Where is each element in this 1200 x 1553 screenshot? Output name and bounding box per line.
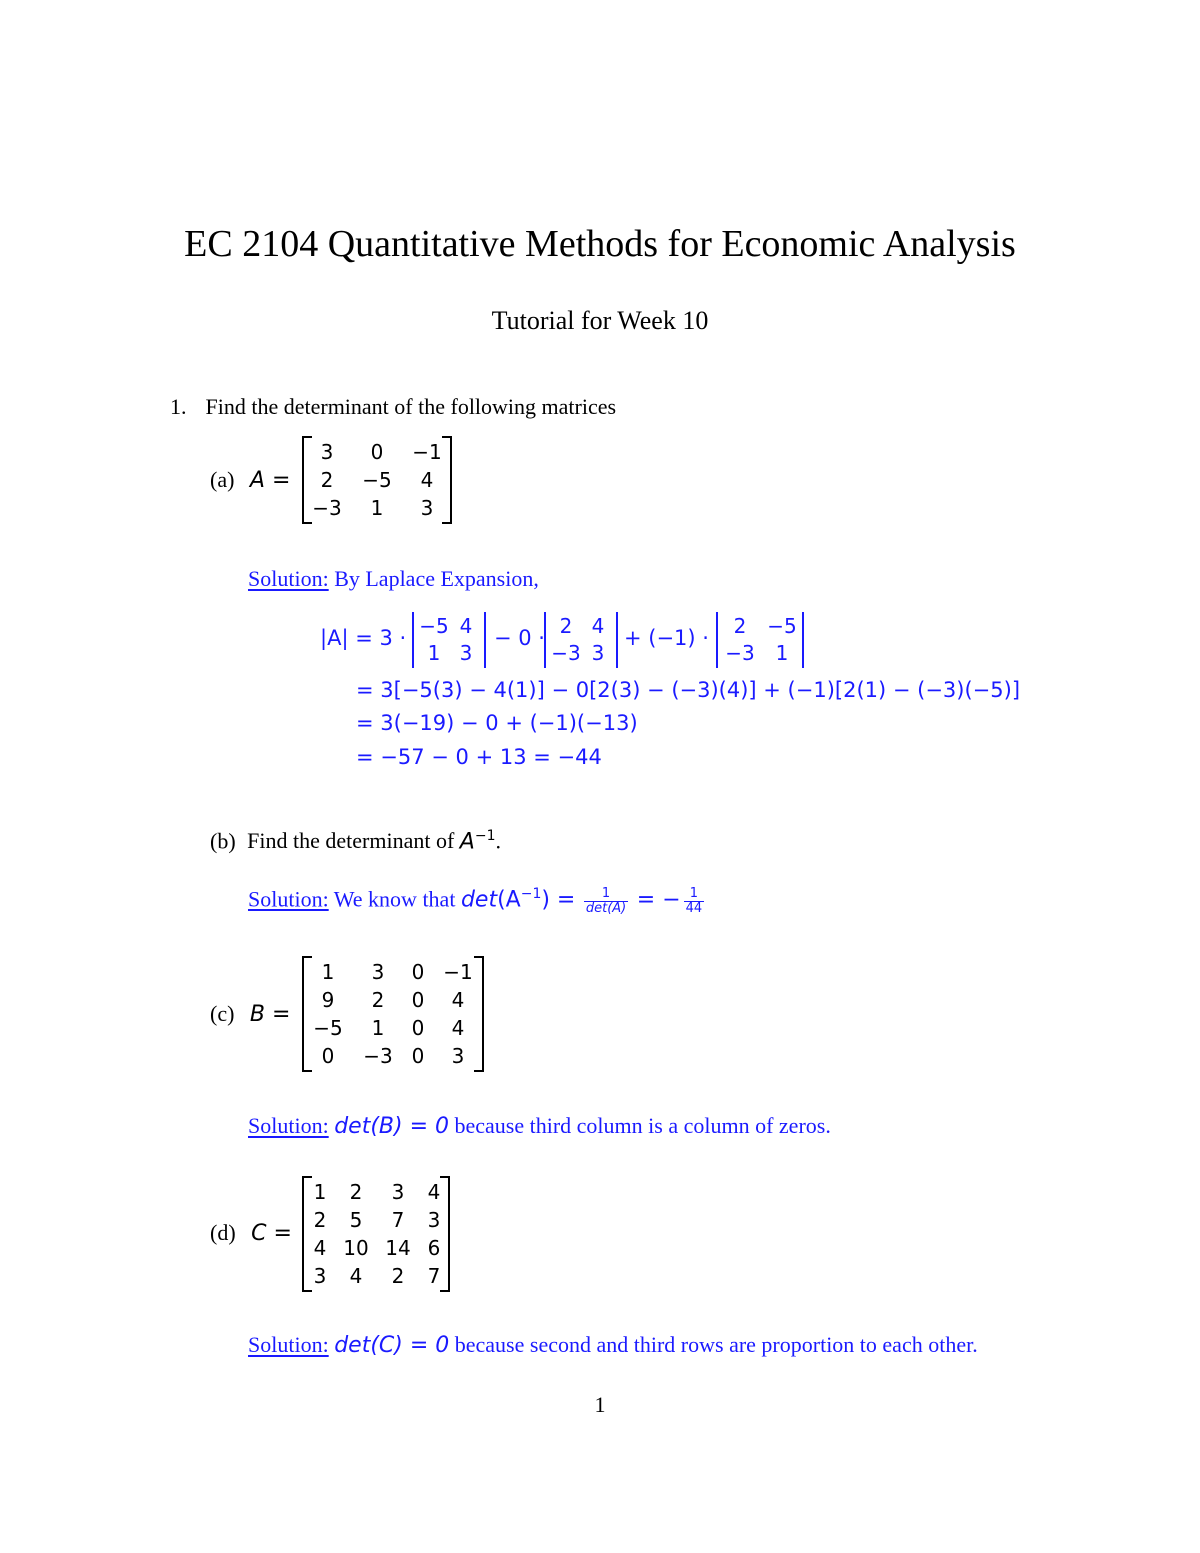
matrix-c-cell: 2 bbox=[313, 1208, 327, 1232]
matrix-c-cell: 2 bbox=[391, 1264, 405, 1288]
matrix-a-cell: 2 bbox=[320, 468, 334, 492]
matrix-c-cell: 2 bbox=[349, 1180, 363, 1204]
part-d-lhs: C = bbox=[251, 1221, 292, 1246]
minor-1: −5 4 1 3 bbox=[412, 612, 486, 670]
solution-heading: Solution: bbox=[248, 1113, 329, 1138]
expansion-lhs: |A| = 3 · bbox=[320, 626, 407, 650]
part-c-lhs: B = bbox=[249, 1002, 291, 1027]
part-b-solution: Solution: We know that $\det(A^{-1})$ = $\frac{1}{\det(A)}$ = − $\frac{1}{44}$ bbox=[248, 885, 703, 916]
part-d-solution: Solution: det(C) = 0 because second and third rows are proportion to each other. bbox=[248, 1332, 978, 1358]
minor-2: 2 4 −3 3 bbox=[544, 612, 618, 670]
matrix-a-cell: 3 bbox=[320, 440, 334, 464]
expansion-step-1: = 3[−5(3) − 4(1)] − 0[2(3) − (−3)(4)] + (−1)[2(1) − (−3)(−5)] bbox=[356, 678, 1021, 702]
matrix-c-cell: 4 bbox=[427, 1180, 441, 1204]
part-a-label: (a) A = bbox=[210, 467, 291, 493]
matrix-a-cell: −5 bbox=[362, 468, 392, 492]
part-d-label: (d) C = bbox=[210, 1220, 292, 1246]
page-number: 1 bbox=[594, 1392, 606, 1417]
matrix-b-cell: 3 bbox=[371, 960, 385, 984]
matrix-b-cell: 9 bbox=[321, 988, 335, 1012]
matrix-c-cell: 3 bbox=[313, 1264, 327, 1288]
part-b: (b) Find the determinant of $A^{-1}$. bbox=[210, 828, 501, 855]
document-subtitle: Tutorial for Week 10 bbox=[491, 306, 709, 335]
part-c-label: (c) B = bbox=[210, 1001, 291, 1027]
matrix-c-cell: 4 bbox=[313, 1236, 327, 1260]
question-1 bbox=[170, 394, 616, 420]
matrix-b-cell: 2 bbox=[371, 988, 385, 1012]
part-b-text: Find the determinant of bbox=[247, 828, 460, 854]
matrix-b-cell: 0 bbox=[411, 960, 425, 984]
part-a-lhs: A = bbox=[249, 468, 291, 493]
matrix-a-cell: −1 bbox=[412, 440, 442, 464]
matrix-c-cell: 5 bbox=[349, 1208, 363, 1232]
matrix-b-cell: 0 bbox=[411, 1044, 425, 1068]
matrix-c-cell: 10 bbox=[343, 1236, 369, 1260]
matrix-b-cell: 4 bbox=[451, 1016, 465, 1040]
fraction-1-over-44: $\frac{1}{44}$ bbox=[685, 885, 703, 916]
matrix-c-cell: 4 bbox=[349, 1264, 363, 1288]
matrix-b-cell: 4 bbox=[451, 988, 465, 1012]
solution-heading: Solution: bbox=[248, 1332, 329, 1357]
part-c-solution: Solution: det(B) = 0 because third column is a column of zeros. bbox=[248, 1113, 831, 1139]
matrix-a bbox=[302, 436, 452, 524]
matrix-b-cell: −1 bbox=[443, 960, 473, 984]
matrix-b bbox=[302, 956, 484, 1072]
det-c-equation: det(C) = 0 bbox=[334, 1333, 450, 1358]
solution-heading: Solution: bbox=[248, 566, 329, 591]
matrix-c-cell: 7 bbox=[427, 1264, 441, 1288]
matrix-b-cell: 3 bbox=[451, 1044, 465, 1068]
matrix-b-cell: 0 bbox=[411, 1016, 425, 1040]
matrix-a-cell: 0 bbox=[370, 440, 384, 464]
matrix-b-cell: 1 bbox=[371, 1016, 385, 1040]
expansion-step-3: = −57 − 0 + 13 = −44 bbox=[356, 745, 602, 769]
question-number: 1. bbox=[170, 394, 187, 419]
document-title: EC 2104 Quantitative Methods for Economic Analysis bbox=[184, 223, 1016, 265]
question-text: Find the determinant of the following matrices bbox=[205, 394, 617, 419]
matrix-b-cell: 0 bbox=[411, 988, 425, 1012]
expansion-step-2: = 3(−19) − 0 + (−1)(−13) bbox=[356, 711, 638, 735]
matrix-b-cell: 1 bbox=[321, 960, 335, 984]
matrix-a-cell: 4 bbox=[420, 468, 434, 492]
fraction-1-over-det: $\frac{1}{\det(A)}$ bbox=[585, 885, 627, 916]
matrix-c bbox=[302, 1176, 450, 1292]
matrix-c-cell: 3 bbox=[427, 1208, 441, 1232]
expansion-op-2: + (−1) · bbox=[624, 626, 709, 650]
det-b-equation: det(B) = 0 bbox=[334, 1114, 449, 1139]
matrix-a-cell: 3 bbox=[420, 496, 434, 520]
solution-heading: Solution: bbox=[248, 886, 329, 912]
matrix-a-cell: 1 bbox=[370, 496, 384, 520]
part-b-label: (b) bbox=[210, 828, 236, 854]
matrix-c-cell: 6 bbox=[427, 1236, 441, 1260]
matrix-b-cell: −3 bbox=[363, 1044, 393, 1068]
matrix-b-cell: 0 bbox=[321, 1044, 335, 1068]
matrix-c-cell: 7 bbox=[391, 1208, 405, 1232]
matrix-b-cell: −5 bbox=[313, 1016, 343, 1040]
part-a-solution: Solution: By Laplace Expansion, bbox=[248, 566, 539, 591]
minor-3: 2 −5 −3 1 bbox=[716, 612, 804, 670]
matrix-a-cell: −3 bbox=[312, 496, 342, 520]
expansion-op-1: − 0 · bbox=[494, 626, 545, 650]
matrix-c-cell: 14 bbox=[385, 1236, 411, 1260]
matrix-c-cell: 3 bbox=[391, 1180, 405, 1204]
matrix-c-cell: 1 bbox=[313, 1180, 327, 1204]
